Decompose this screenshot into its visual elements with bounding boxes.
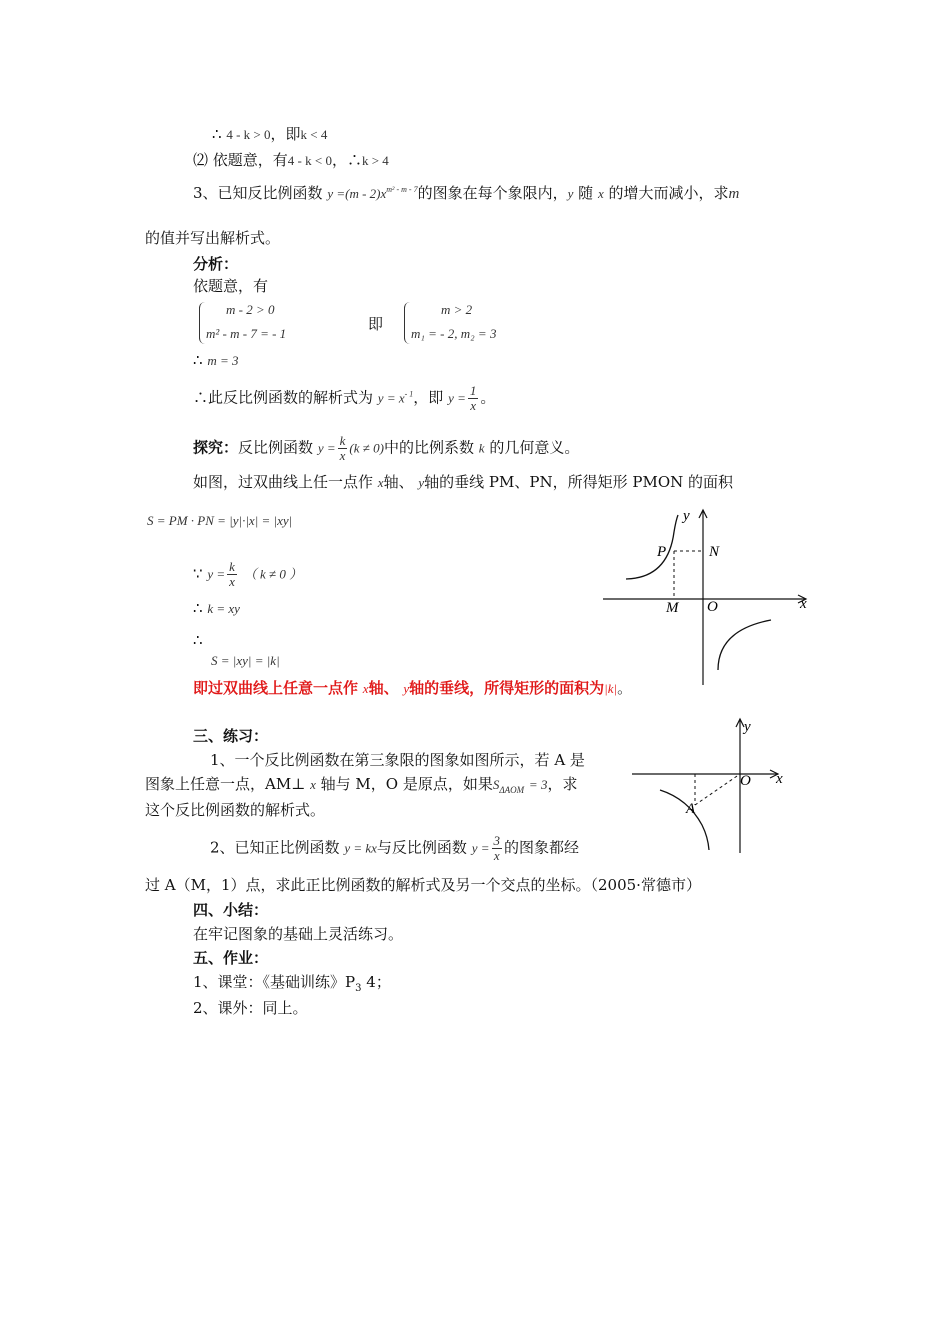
area-formula: S = PM · PN = |y|·|x| = |xy| — [147, 513, 293, 528]
math-variable: x — [310, 777, 316, 792]
math-variable: x — [362, 681, 369, 696]
homework-heading: 五、作业： — [193, 949, 269, 967]
math-variable: x — [597, 186, 604, 201]
text: 图象上任意一点，AM⊥ — [145, 775, 306, 793]
fraction — [227, 560, 237, 589]
text: ，求 — [547, 775, 578, 793]
math-expression: k = xy — [207, 601, 240, 616]
fraction-numerator: 3 — [493, 833, 501, 848]
system-2-row-2: m₁ = - 2, m₂ = 3 — [411, 326, 497, 341]
conclusion-line — [193, 678, 632, 699]
text: 2、已知正比例函数 — [210, 838, 340, 857]
practice-2-line-1 — [210, 834, 579, 863]
text: 的几何意义。 — [489, 438, 580, 457]
text: 轴、 — [383, 473, 414, 491]
question-3-line-2: 的值并写出解析式。 — [145, 229, 281, 247]
fraction-numerator: k — [339, 433, 346, 448]
text: 随 — [578, 184, 594, 202]
text: ∴此反比例函数的解析式为 — [193, 388, 374, 407]
math-variable: k — [478, 440, 485, 456]
because-symbol: ∵ — [193, 564, 203, 583]
text: 如图，过双曲线上任一点作 — [193, 473, 374, 491]
math-expression: y = — [471, 840, 490, 856]
therefore-symbol: ∴ — [193, 599, 203, 617]
line-2 — [193, 150, 389, 171]
math-variable: S — [492, 777, 500, 792]
text: 反比例函数 — [238, 438, 314, 457]
math-exponent: - 1 — [404, 389, 414, 399]
homework-item-1 — [193, 972, 391, 999]
math-expression: (k ≠ 0) — [349, 440, 384, 456]
label-n: N — [709, 544, 720, 560]
practice-2-line-2: 过 A（M，1）点，求此正比例函数的解析式及另一个交点的坐标。（2005·常德市） — [145, 876, 701, 894]
fraction — [492, 834, 503, 863]
text: 与反比例函数 — [376, 838, 467, 857]
system-2-row-1: m > 2 — [441, 302, 473, 317]
label-y: y — [744, 719, 751, 735]
math-expression: = 3 — [528, 777, 548, 792]
line-1 — [212, 124, 327, 145]
text: ⑵ 依题意，有 — [193, 151, 288, 169]
practice-1-line-1: 1、一个反比例函数在第三象限的图象如图所示，若 A 是 — [210, 751, 585, 769]
fraction-numerator: k — [229, 559, 235, 574]
text: 的图象都经 — [504, 838, 580, 857]
homework-item-2: 2、课外：同上。 — [193, 999, 308, 1017]
left-brace — [199, 302, 206, 344]
text: 中的比例系数 — [383, 438, 474, 457]
math-expression: 4 - k < 0 — [287, 153, 332, 168]
math-expression: y = kx — [344, 840, 377, 856]
text: 1、课堂：《基础训练》P — [193, 973, 356, 991]
practice-1-line-2 — [145, 774, 577, 800]
explore-line — [193, 434, 579, 463]
label-x: x — [776, 771, 783, 787]
s-equals-line — [193, 630, 280, 671]
math-expression: k > 4 — [361, 153, 389, 168]
math-variable: y — [403, 681, 410, 696]
third-quadrant-figure — [628, 715, 793, 855]
analysis-line-1: 依题意，有 — [193, 277, 269, 295]
hyperbola-branch-lower-right — [718, 620, 771, 670]
practice-1-line-3: 这个反比例函数的解析式。 — [145, 801, 326, 819]
math-expression: （ k ≠ 0 ） — [243, 566, 303, 582]
text: ，∴ — [331, 151, 362, 169]
text: ，即 — [413, 388, 444, 407]
fraction-denominator: x — [470, 398, 477, 413]
math-expression: |k| — [604, 681, 618, 696]
therefore-symbol: ∴ — [193, 631, 203, 649]
because-line — [193, 560, 302, 589]
conclusion-text: 轴、 — [368, 679, 399, 697]
practice-heading: 三、练习： — [193, 727, 269, 745]
fraction-denominator: x — [229, 574, 235, 589]
math-expression: y = x — [377, 390, 405, 406]
left-brace — [404, 302, 411, 344]
label-o: O — [707, 599, 718, 615]
label-m: M — [666, 600, 679, 616]
conclusion-text: 即过双曲线上任意一点作 — [193, 679, 359, 697]
math-variable: x — [377, 475, 384, 490]
explore-label: 探究： — [193, 438, 239, 457]
text: 轴与 M，O 是原点，如果 — [320, 775, 493, 793]
fraction — [468, 384, 479, 413]
math-expression: 4 - k > 0 — [226, 127, 271, 142]
math-expression: S = |xy| = |k| — [211, 653, 280, 668]
summary-heading: 四、小结： — [193, 901, 269, 919]
math-expression: y = — [448, 390, 466, 406]
hyperbola-figure — [598, 500, 818, 690]
result-line — [193, 384, 495, 413]
text: 3、已知反比例函数 — [193, 184, 323, 202]
fraction-denominator: x — [493, 848, 500, 863]
system-1-row-1: m - 2 > 0 — [226, 302, 275, 317]
label-y: y — [683, 508, 690, 524]
hyperbola-branch-upper-left — [626, 515, 678, 579]
label-a: A — [686, 801, 696, 817]
text: 4； — [361, 973, 391, 991]
math-expression: m = 3 — [207, 353, 239, 368]
k-equals-line — [193, 598, 240, 619]
analysis-label: 分析： — [193, 255, 239, 273]
math-subscript: ΔAOM — [499, 785, 525, 795]
math-exponent: m² - m - 7 — [386, 185, 418, 194]
label-p: P — [657, 544, 667, 560]
conclusion-text: 轴的垂线，所得矩形的面积为 — [409, 679, 605, 697]
system-connector: 即 — [368, 315, 384, 333]
therefore-m-line — [193, 350, 239, 371]
therefore-symbol: ∴ — [212, 125, 222, 143]
question-3-line-1 — [193, 180, 739, 204]
subscript: 3 — [355, 983, 362, 994]
fraction — [338, 434, 348, 463]
math-variable: y — [567, 186, 574, 201]
segment-ao — [695, 774, 740, 805]
text: 的增大而减小，求 — [608, 184, 729, 202]
fraction-numerator: 1 — [469, 383, 477, 398]
text: 。 — [480, 388, 496, 407]
label-o: O — [740, 773, 751, 789]
text: 。 — [617, 679, 633, 697]
fraction-denominator: x — [339, 448, 346, 463]
math-variable: m — [728, 186, 740, 202]
system-1-row-2: m² - m - 7 = - 1 — [206, 326, 287, 341]
text: ，即 — [270, 125, 301, 143]
text: 轴的垂线 PM、PN，所得矩形 PMON 的面积 — [424, 473, 734, 491]
math-variable: y — [418, 475, 425, 490]
math-expression: y = — [207, 566, 226, 582]
summary-text: 在牢记图象的基础上灵活练习。 — [193, 925, 404, 943]
label-x: x — [800, 596, 807, 612]
figure-description-line — [193, 472, 733, 493]
hyperbola-branch-third-quadrant — [660, 790, 709, 850]
therefore-symbol: ∴ — [193, 351, 203, 369]
text: 的图象在每个象限内， — [417, 184, 568, 202]
math-expression: y = — [317, 440, 336, 456]
math-expression: y =(m - 2)x — [327, 186, 387, 201]
math-expression: k < 4 — [300, 127, 328, 142]
